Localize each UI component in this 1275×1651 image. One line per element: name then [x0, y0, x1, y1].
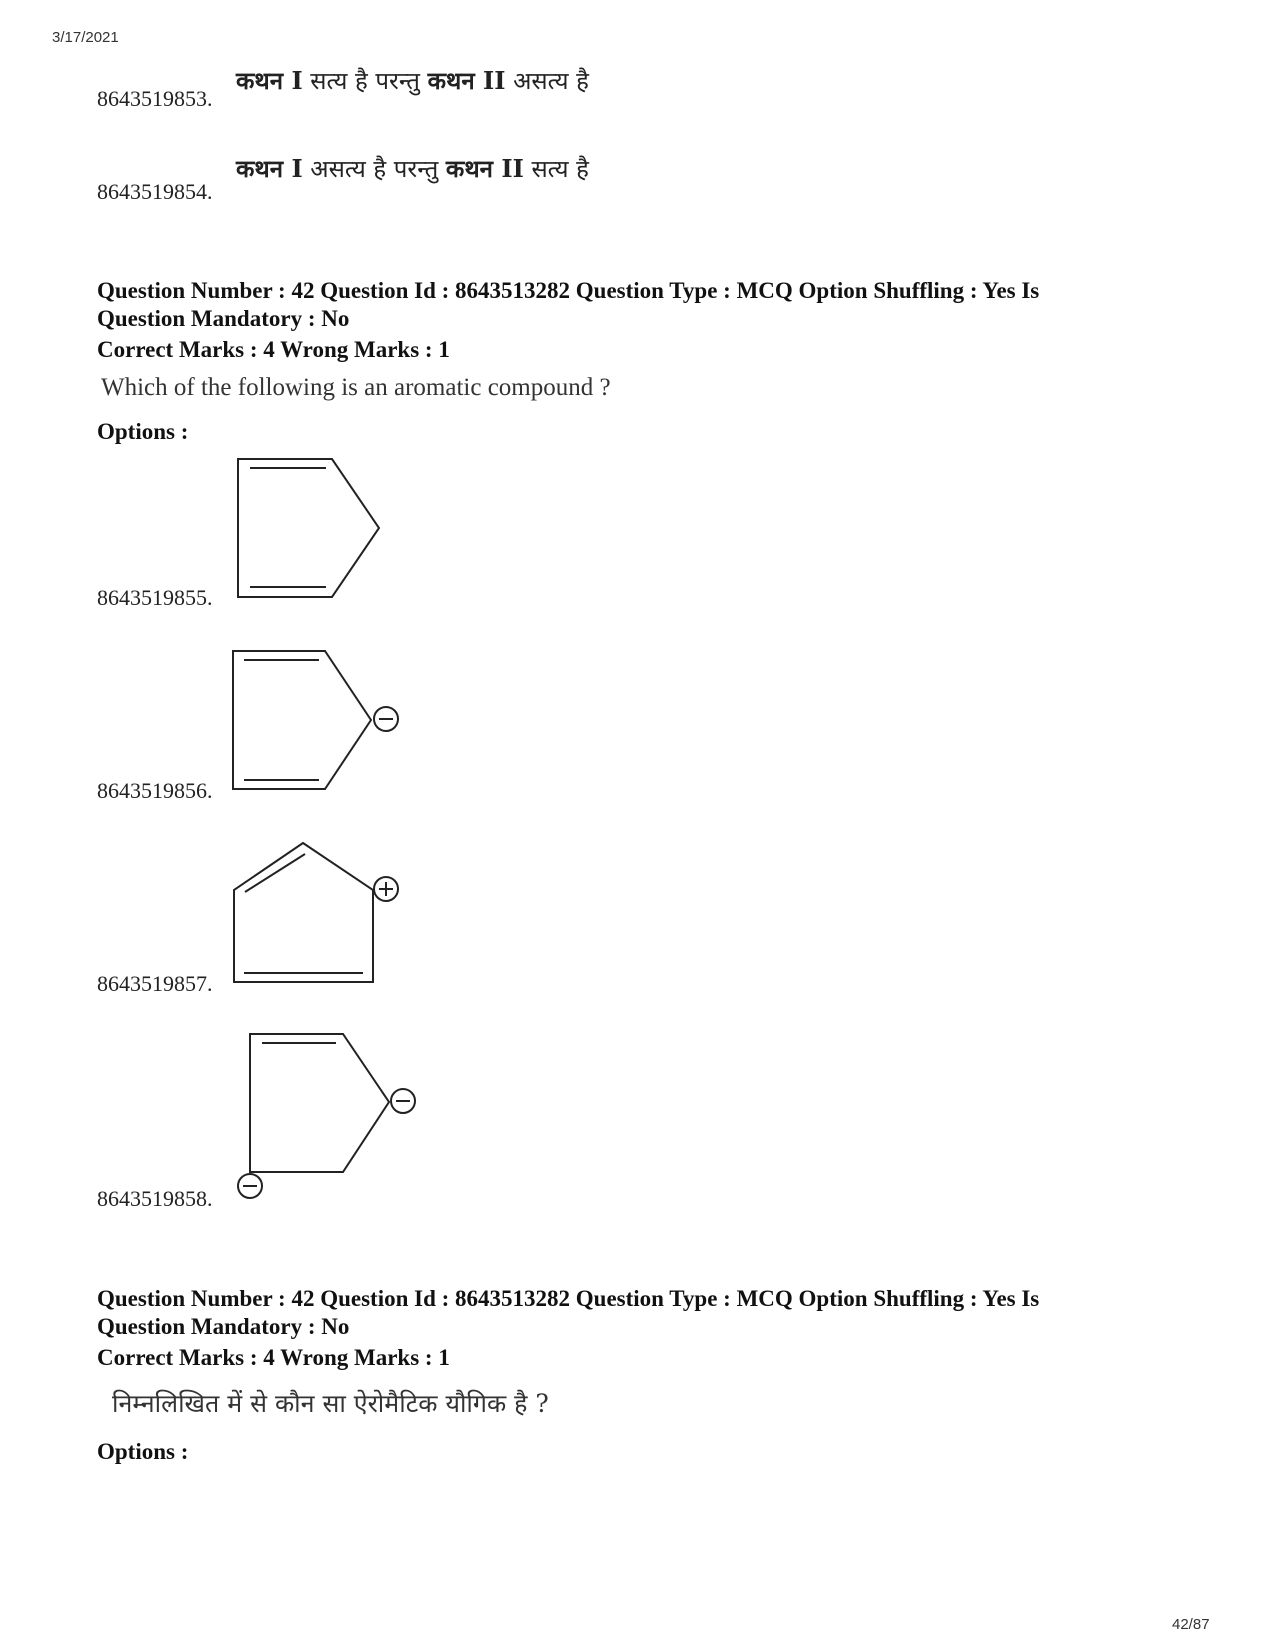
question-marks-en: Correct Marks : 4 Wrong Marks : 1 [97, 337, 450, 362]
question-text-hi: निम्नलिखित में से कौन सा ऐरोमैटिक यौगिक है ? [112, 1389, 549, 1418]
option-id-8643519857: 8643519857. [97, 971, 213, 996]
question-meta-line1: Question Number : 42 Question Id : 8643513282 Question Type : MCQ Option Shuffling : Yes Is [97, 1286, 1040, 1311]
question-meta-line2: Question Mandatory : No [97, 306, 350, 331]
option-id-8643519858: 8643519858. [97, 1186, 213, 1211]
cyclopentadienyl-anion-structure [225, 643, 410, 803]
question-marks-hi: Correct Marks : 4 Wrong Marks : 1 [97, 1345, 450, 1370]
question-text-en: Which of the following is an aromatic compound ? [101, 374, 611, 401]
question-meta-line1: Question Number : 42 Question Id : 8643513282 Question Type : MCQ Option Shuffling : Yes Is [97, 278, 1040, 303]
options-label-en: Options : [97, 419, 189, 444]
cyclopentadienyl-cation-structure [225, 835, 410, 995]
option-id-8643519855: 8643519855. [97, 585, 213, 610]
question-meta-en [97, 277, 1157, 333]
option-text-8643519854: कथन I असत्य है परन्तु कथन II सत्य है [236, 154, 589, 183]
page-date: 3/17/2021 [52, 29, 119, 46]
dianion-structure [230, 1025, 430, 1210]
option-text-8643519853: कथन I सत्य है परन्तु कथन II असत्य है [236, 66, 589, 95]
options-label-hi: Options : [97, 1439, 189, 1464]
question-meta-hi [97, 1285, 1157, 1341]
option-id-8643519853: 8643519853. [97, 86, 213, 111]
option-id-8643519854: 8643519854. [97, 179, 213, 204]
option-id-8643519856: 8643519856. [97, 778, 213, 803]
page-number: 42/87 [1172, 1616, 1210, 1633]
cyclopentadiene-structure [230, 450, 390, 610]
question-meta-line2: Question Mandatory : No [97, 1314, 350, 1339]
